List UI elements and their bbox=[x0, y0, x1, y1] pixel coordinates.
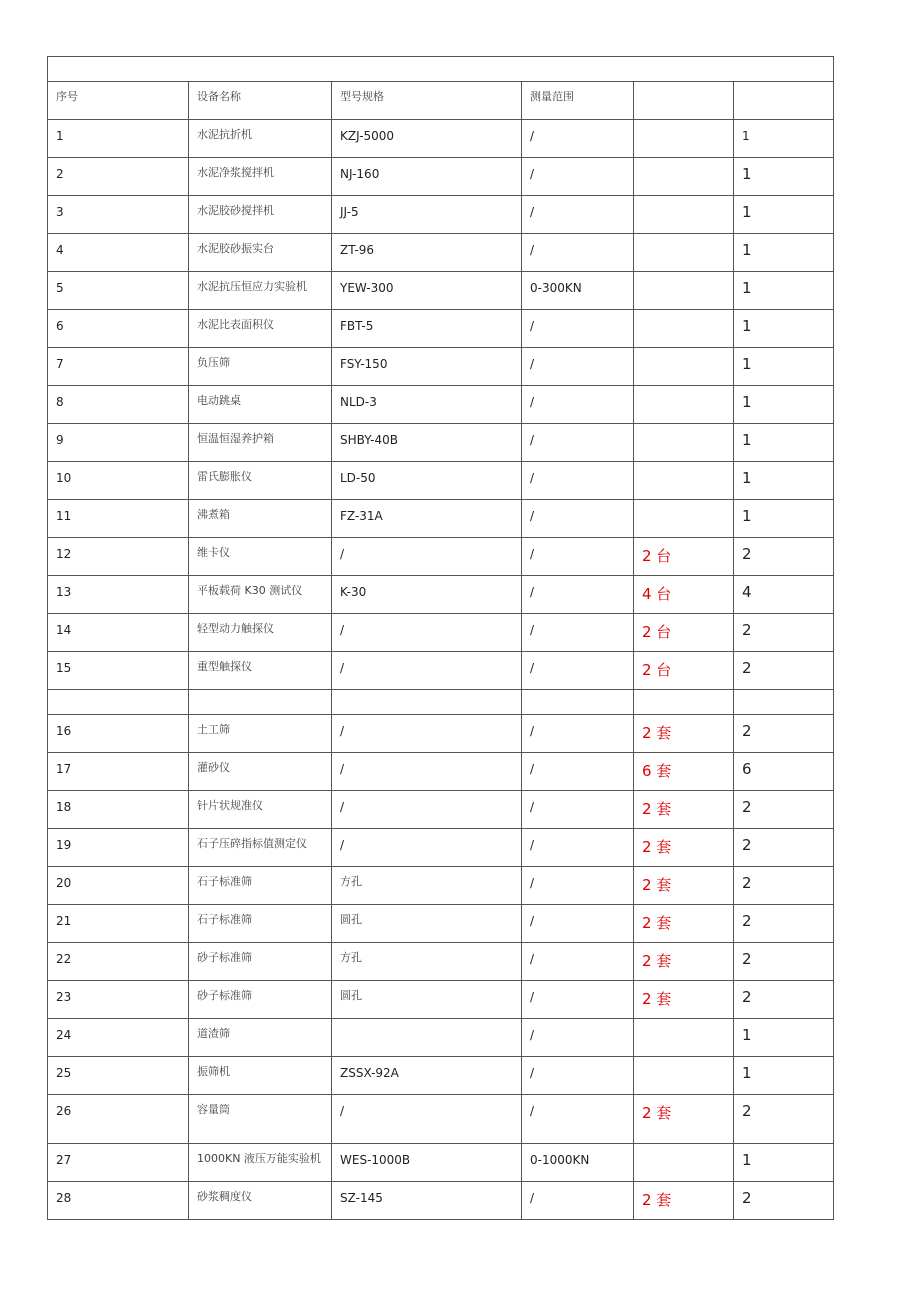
table-row bbox=[48, 1057, 834, 1095]
cell-count: 1 bbox=[734, 120, 834, 158]
cell-model: 方孔 bbox=[332, 867, 522, 905]
cell-unit-qty bbox=[634, 234, 734, 272]
cell-unit-qty bbox=[634, 500, 734, 538]
cell-unit-qty: 2 套 bbox=[634, 867, 734, 905]
cell-name: 重型触探仪 bbox=[189, 652, 332, 690]
cell-count: 1 bbox=[734, 462, 834, 500]
cell-model: JJ-5 bbox=[332, 196, 522, 234]
cell-index: 7 bbox=[48, 348, 189, 386]
cell-model: NJ-160 bbox=[332, 158, 522, 196]
cell-count: 1 bbox=[734, 348, 834, 386]
cell-name: 水泥抗折机 bbox=[189, 120, 332, 158]
table-row bbox=[48, 867, 834, 905]
cell-name: 振筛机 bbox=[189, 1057, 332, 1095]
cell-name: 道渣筛 bbox=[189, 1019, 332, 1057]
cell-name: 灌砂仪 bbox=[189, 753, 332, 791]
cell-range: / bbox=[522, 500, 634, 538]
cell-index: 9 bbox=[48, 424, 189, 462]
cell-count bbox=[734, 690, 834, 715]
cell-model: / bbox=[332, 791, 522, 829]
cell-range: / bbox=[522, 120, 634, 158]
cell-unit-qty: 2 台 bbox=[634, 538, 734, 576]
header-index: 序号 bbox=[48, 82, 189, 120]
cell-model: YEW-300 bbox=[332, 272, 522, 310]
cell-model: FZ-31A bbox=[332, 500, 522, 538]
cell-unit-qty: 6 套 bbox=[634, 753, 734, 791]
cell-name: 石子标准筛 bbox=[189, 867, 332, 905]
cell-index: 8 bbox=[48, 386, 189, 424]
cell-count: 1 bbox=[734, 196, 834, 234]
cell-count: 2 bbox=[734, 538, 834, 576]
cell-range: / bbox=[522, 652, 634, 690]
cell-name: 石子标准筛 bbox=[189, 905, 332, 943]
cell-count: 2 bbox=[734, 981, 834, 1019]
blank-row bbox=[48, 690, 834, 715]
table-row bbox=[48, 386, 834, 424]
table-row bbox=[48, 158, 834, 196]
cell-unit-qty bbox=[634, 386, 734, 424]
header-model: 型号规格 bbox=[332, 82, 522, 120]
cell-range: / bbox=[522, 576, 634, 614]
cell-count: 1 bbox=[734, 424, 834, 462]
cell-range: / bbox=[522, 981, 634, 1019]
cell-model bbox=[332, 1019, 522, 1057]
cell-index: 14 bbox=[48, 614, 189, 652]
cell-model: ZSSX-92A bbox=[332, 1057, 522, 1095]
cell-range: / bbox=[522, 386, 634, 424]
cell-count: 2 bbox=[734, 867, 834, 905]
cell-unit-qty: 2 套 bbox=[634, 1182, 734, 1220]
cell-model bbox=[332, 690, 522, 715]
table-row bbox=[48, 753, 834, 791]
cell-model: / bbox=[332, 829, 522, 867]
cell-range: / bbox=[522, 1095, 634, 1144]
cell-unit-qty: 2 台 bbox=[634, 652, 734, 690]
cell-index: 15 bbox=[48, 652, 189, 690]
cell-range: / bbox=[522, 158, 634, 196]
cell-model: / bbox=[332, 1095, 522, 1144]
cell-count: 2 bbox=[734, 791, 834, 829]
cell-index: 13 bbox=[48, 576, 189, 614]
cell-index: 18 bbox=[48, 791, 189, 829]
cell-count: 4 bbox=[734, 576, 834, 614]
cell-unit-qty bbox=[634, 424, 734, 462]
table-row bbox=[48, 829, 834, 867]
table-row bbox=[48, 424, 834, 462]
cell-range: / bbox=[522, 867, 634, 905]
table-row bbox=[48, 981, 834, 1019]
cell-name: 土工筛 bbox=[189, 715, 332, 753]
cell-range: / bbox=[522, 614, 634, 652]
cell-unit-qty: 2 套 bbox=[634, 829, 734, 867]
cell-count: 1 bbox=[734, 310, 834, 348]
cell-model: LD-50 bbox=[332, 462, 522, 500]
cell-range: / bbox=[522, 310, 634, 348]
table-row bbox=[48, 272, 834, 310]
table-row bbox=[48, 905, 834, 943]
cell-index: 23 bbox=[48, 981, 189, 1019]
cell-name: 砂子标准筛 bbox=[189, 981, 332, 1019]
cell-unit-qty: 2 套 bbox=[634, 943, 734, 981]
table-row bbox=[48, 196, 834, 234]
cell-index: 12 bbox=[48, 538, 189, 576]
cell-unit-qty: 2 套 bbox=[634, 1095, 734, 1144]
cell-name: 雷氏膨胀仪 bbox=[189, 462, 332, 500]
cell-index: 22 bbox=[48, 943, 189, 981]
cell-index: 11 bbox=[48, 500, 189, 538]
cell-unit-qty bbox=[634, 272, 734, 310]
cell-name: 负压筛 bbox=[189, 348, 332, 386]
cell-index: 1 bbox=[48, 120, 189, 158]
cell-count: 6 bbox=[734, 753, 834, 791]
cell-model: FBT-5 bbox=[332, 310, 522, 348]
cell-count: 1 bbox=[734, 1057, 834, 1095]
table-row bbox=[48, 576, 834, 614]
cell-unit-qty bbox=[634, 462, 734, 500]
cell-model: WES-1000B bbox=[332, 1144, 522, 1182]
cell-range: / bbox=[522, 753, 634, 791]
cell-name: 沸煮箱 bbox=[189, 500, 332, 538]
header-col6 bbox=[734, 82, 834, 120]
cell-range: / bbox=[522, 1182, 634, 1220]
cell-count: 2 bbox=[734, 652, 834, 690]
cell-index: 27 bbox=[48, 1144, 189, 1182]
table-row bbox=[48, 1019, 834, 1057]
cell-index: 24 bbox=[48, 1019, 189, 1057]
cell-unit-qty bbox=[634, 310, 734, 348]
table-header-row bbox=[48, 82, 834, 120]
cell-unit-qty: 2 套 bbox=[634, 905, 734, 943]
cell-unit-qty: 2 台 bbox=[634, 614, 734, 652]
table-row bbox=[48, 310, 834, 348]
cell-name: 水泥抗压恒应力实验机 bbox=[189, 272, 332, 310]
cell-index: 5 bbox=[48, 272, 189, 310]
cell-count: 2 bbox=[734, 905, 834, 943]
cell-range: 0-300KN bbox=[522, 272, 634, 310]
cell-index: 28 bbox=[48, 1182, 189, 1220]
table-title-row bbox=[48, 57, 834, 82]
cell-model: 圆孔 bbox=[332, 981, 522, 1019]
cell-name: 平板载荷 K30 测试仪 bbox=[189, 576, 332, 614]
cell-index: 4 bbox=[48, 234, 189, 272]
cell-index: 3 bbox=[48, 196, 189, 234]
equipment-table bbox=[47, 56, 834, 1220]
cell-index: 10 bbox=[48, 462, 189, 500]
cell-model: SZ-145 bbox=[332, 1182, 522, 1220]
cell-count: 1 bbox=[734, 1019, 834, 1057]
cell-name: 容量筒 bbox=[189, 1095, 332, 1144]
cell-name: 水泥比表面积仪 bbox=[189, 310, 332, 348]
table-row bbox=[48, 1182, 834, 1220]
cell-model: 圆孔 bbox=[332, 905, 522, 943]
cell-unit-qty bbox=[634, 690, 734, 715]
cell-name bbox=[189, 690, 332, 715]
table-row bbox=[48, 791, 834, 829]
cell-index: 19 bbox=[48, 829, 189, 867]
cell-count: 2 bbox=[734, 943, 834, 981]
table-row bbox=[48, 234, 834, 272]
cell-model: FSY-150 bbox=[332, 348, 522, 386]
title-cell bbox=[48, 57, 834, 82]
cell-unit-qty bbox=[634, 1057, 734, 1095]
cell-count: 1 bbox=[734, 1144, 834, 1182]
cell-unit-qty bbox=[634, 348, 734, 386]
table-row bbox=[48, 500, 834, 538]
cell-model: NLD-3 bbox=[332, 386, 522, 424]
cell-model: / bbox=[332, 715, 522, 753]
cell-count: 1 bbox=[734, 234, 834, 272]
header-range: 测量范围 bbox=[522, 82, 634, 120]
cell-count: 2 bbox=[734, 829, 834, 867]
table-row bbox=[48, 1095, 834, 1144]
table-row bbox=[48, 715, 834, 753]
cell-index: 25 bbox=[48, 1057, 189, 1095]
table-row bbox=[48, 652, 834, 690]
cell-unit-qty: 2 套 bbox=[634, 791, 734, 829]
cell-range: / bbox=[522, 348, 634, 386]
cell-range: / bbox=[522, 196, 634, 234]
cell-name: 石子压碎指标值测定仪 bbox=[189, 829, 332, 867]
table-row bbox=[48, 943, 834, 981]
cell-range: / bbox=[522, 829, 634, 867]
cell-model: SHBY-40B bbox=[332, 424, 522, 462]
cell-model: / bbox=[332, 538, 522, 576]
cell-range: / bbox=[522, 791, 634, 829]
cell-unit-qty bbox=[634, 120, 734, 158]
cell-range: 0-1000KN bbox=[522, 1144, 634, 1182]
cell-name: 轻型动力触探仪 bbox=[189, 614, 332, 652]
cell-count: 1 bbox=[734, 272, 834, 310]
cell-unit-qty: 2 套 bbox=[634, 981, 734, 1019]
cell-index: 16 bbox=[48, 715, 189, 753]
cell-model: K-30 bbox=[332, 576, 522, 614]
table-row bbox=[48, 462, 834, 500]
cell-range: / bbox=[522, 424, 634, 462]
cell-unit-qty bbox=[634, 196, 734, 234]
cell-count: 2 bbox=[734, 614, 834, 652]
cell-count: 1 bbox=[734, 500, 834, 538]
cell-model: KZJ-5000 bbox=[332, 120, 522, 158]
cell-range: / bbox=[522, 943, 634, 981]
cell-index: 6 bbox=[48, 310, 189, 348]
cell-model: ZT-96 bbox=[332, 234, 522, 272]
cell-name: 1000KN 液压万能实验机 bbox=[189, 1144, 332, 1182]
cell-range: / bbox=[522, 234, 634, 272]
cell-range bbox=[522, 690, 634, 715]
table-row bbox=[48, 538, 834, 576]
table-row bbox=[48, 348, 834, 386]
header-name: 设备名称 bbox=[189, 82, 332, 120]
cell-name: 水泥净浆搅拌机 bbox=[189, 158, 332, 196]
table-row bbox=[48, 614, 834, 652]
cell-range: / bbox=[522, 715, 634, 753]
cell-model: / bbox=[332, 652, 522, 690]
cell-name: 砂浆稠度仪 bbox=[189, 1182, 332, 1220]
cell-index bbox=[48, 690, 189, 715]
cell-model: 方孔 bbox=[332, 943, 522, 981]
cell-index: 26 bbox=[48, 1095, 189, 1144]
cell-name: 电动跳桌 bbox=[189, 386, 332, 424]
cell-unit-qty: 4 台 bbox=[634, 576, 734, 614]
cell-name: 维卡仪 bbox=[189, 538, 332, 576]
cell-range: / bbox=[522, 462, 634, 500]
cell-index: 21 bbox=[48, 905, 189, 943]
cell-name: 恒温恒湿养护箱 bbox=[189, 424, 332, 462]
cell-model: / bbox=[332, 753, 522, 791]
cell-count: 1 bbox=[734, 158, 834, 196]
cell-unit-qty bbox=[634, 158, 734, 196]
table-row bbox=[48, 120, 834, 158]
cell-name: 砂子标准筛 bbox=[189, 943, 332, 981]
cell-name: 针片状规准仪 bbox=[189, 791, 332, 829]
cell-index: 2 bbox=[48, 158, 189, 196]
cell-name: 水泥胶砂振实台 bbox=[189, 234, 332, 272]
cell-unit-qty: 2 套 bbox=[634, 715, 734, 753]
header-col5 bbox=[634, 82, 734, 120]
cell-range: / bbox=[522, 1019, 634, 1057]
cell-count: 1 bbox=[734, 386, 834, 424]
cell-unit-qty bbox=[634, 1019, 734, 1057]
cell-range: / bbox=[522, 538, 634, 576]
cell-range: / bbox=[522, 905, 634, 943]
table-row bbox=[48, 1144, 834, 1182]
cell-range: / bbox=[522, 1057, 634, 1095]
cell-model: / bbox=[332, 614, 522, 652]
cell-index: 17 bbox=[48, 753, 189, 791]
cell-count: 2 bbox=[734, 715, 834, 753]
cell-count: 2 bbox=[734, 1182, 834, 1220]
cell-index: 20 bbox=[48, 867, 189, 905]
cell-unit-qty bbox=[634, 1144, 734, 1182]
cell-count: 2 bbox=[734, 1095, 834, 1144]
cell-name: 水泥胶砂搅拌机 bbox=[189, 196, 332, 234]
